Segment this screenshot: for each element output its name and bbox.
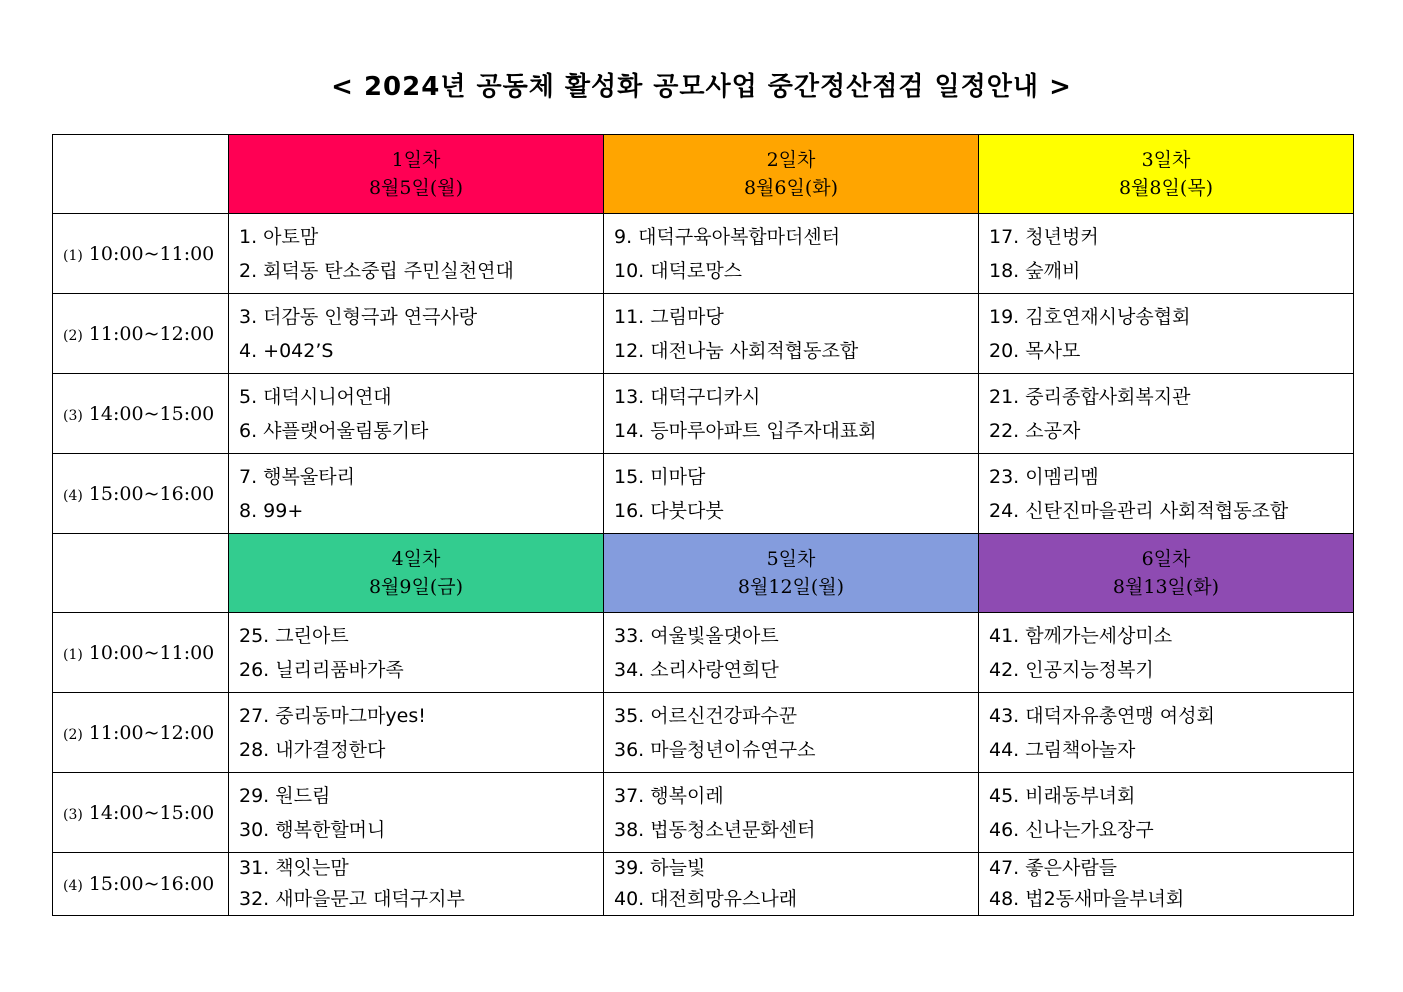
- organization-entry: 36. 마을청년이슈연구소: [614, 738, 816, 761]
- time-slot-time: 10:00~11:00: [88, 641, 215, 664]
- day-header: [229, 135, 604, 214]
- organization-entry: 42. 인공지능정복기: [989, 658, 1154, 681]
- header-blank-cell: [53, 135, 229, 214]
- schedule-cell: [229, 853, 604, 916]
- schedule-cell: [604, 294, 979, 374]
- time-slot-cell: [53, 853, 229, 916]
- organization-entry: 32. 새마을문고 대덕구지부: [239, 888, 465, 910]
- organization-entry: 41. 함께가는세상미소: [989, 624, 1173, 647]
- time-slot-cell: [53, 693, 229, 773]
- organization-entry: 40. 대전희망유스나래: [614, 888, 798, 910]
- organization-entry: 39. 하늘빛: [614, 857, 706, 879]
- organization-entry: 9. 대덕구육아복합마더센터: [614, 225, 841, 248]
- time-slot-cell: [53, 454, 229, 534]
- time-slot-number: (3): [63, 407, 83, 424]
- schedule-cell: [979, 374, 1354, 454]
- organization-entry: 38. 법동청소년문화센터: [614, 818, 816, 841]
- time-slot-row: [53, 454, 1354, 534]
- schedule-cell: [604, 214, 979, 294]
- day-header: [229, 534, 604, 613]
- day-header: [604, 534, 979, 613]
- organization-entry: 27. 중리동마그마yes!: [239, 704, 426, 727]
- time-slot-time: 14:00~15:00: [88, 801, 215, 824]
- schedule-cell: [604, 693, 979, 773]
- schedule-cell: [229, 374, 604, 454]
- organization-entry: 26. 닐리리품바가족: [239, 658, 404, 681]
- organization-entry: 33. 여울빛올댓아트: [614, 624, 779, 647]
- organization-entry: 46. 신나는가요장구: [989, 818, 1154, 841]
- day-label: 6일차: [1141, 548, 1191, 570]
- schedule-cell: [979, 214, 1354, 294]
- time-slot-number: (4): [63, 878, 83, 894]
- schedule-cell: [229, 294, 604, 374]
- time-slot-number: (4): [63, 487, 83, 504]
- time-slot-time: 11:00~12:00: [88, 322, 215, 345]
- day-label: 5일차: [766, 548, 816, 570]
- organization-entry: 11. 그림마당: [614, 305, 724, 328]
- organization-entry: 19. 김호연재시낭송협회: [989, 305, 1191, 328]
- schedule-cell: [604, 374, 979, 454]
- time-slot-cell: [53, 773, 229, 853]
- schedule-cell: [979, 454, 1354, 534]
- day-label: 3일차: [1141, 149, 1191, 171]
- organization-entry: 29. 원드림: [239, 784, 331, 807]
- day-date: 8월5일(월): [368, 177, 464, 199]
- schedule-cell: [979, 693, 1354, 773]
- time-slot-row: [53, 374, 1354, 454]
- day-date: 8월13일(화): [1112, 576, 1220, 598]
- organization-entry: 25. 그린아트: [239, 624, 349, 647]
- organization-entry: 3. 더감동 인형극과 연극사랑: [239, 305, 478, 328]
- time-slot-number: (2): [63, 726, 83, 743]
- day-label: 1일차: [391, 149, 441, 171]
- organization-entry: 23. 이멤리멤: [989, 465, 1099, 488]
- organization-entry: 21. 중리종합사회복지관: [989, 385, 1191, 408]
- day-date: 8월9일(금): [368, 576, 464, 598]
- day-header: [979, 534, 1354, 613]
- organization-entry: 28. 내가결정한다: [239, 738, 386, 761]
- day-label: 2일차: [766, 149, 816, 171]
- organization-entry: 34. 소리사랑연희단: [614, 658, 779, 681]
- organization-entry: 35. 어르신건강파수꾼: [614, 704, 798, 727]
- schedule-table: [52, 134, 1354, 916]
- time-slot-time: 15:00~16:00: [88, 482, 215, 505]
- day-header-row: [53, 135, 1354, 214]
- organization-entry: 1. 아토맘: [239, 225, 319, 248]
- time-slot-row: [53, 294, 1354, 374]
- organization-entry: 37. 행복이레: [614, 784, 724, 807]
- schedule-cell: [604, 773, 979, 853]
- organization-entry: 8. 99+: [239, 499, 304, 522]
- schedule-cell: [979, 294, 1354, 374]
- schedule-cell: [604, 454, 979, 534]
- page-title: < 2024년 공동체 활성화 공모사업 중간정산점검 일정안내 >: [331, 72, 1072, 102]
- time-slot-cell: [53, 214, 229, 294]
- schedule-cell: [229, 214, 604, 294]
- organization-entry: 17. 청년벙커: [989, 225, 1099, 248]
- day-date: 8월8일(목): [1118, 177, 1214, 199]
- organization-entry: 47. 좋은사람들: [989, 857, 1118, 879]
- time-slot-row: [53, 773, 1354, 853]
- organization-entry: 45. 비래동부녀회: [989, 784, 1136, 807]
- organization-entry: 20. 목사모: [989, 339, 1081, 362]
- schedule-cell: [229, 454, 604, 534]
- organization-entry: 22. 소공자: [989, 419, 1081, 442]
- schedule-cell: [229, 613, 604, 693]
- organization-entry: 30. 행복한할머니: [239, 818, 386, 841]
- schedule-cell: [229, 773, 604, 853]
- day-header-row: [53, 534, 1354, 613]
- time-slot-row: [53, 853, 1354, 916]
- time-slot-cell: [53, 294, 229, 374]
- schedule-cell: [604, 613, 979, 693]
- organization-entry: 16. 다붓다붓: [614, 499, 724, 522]
- organization-entry: 2. 회덕동 탄소중립 주민실천연대: [239, 259, 514, 282]
- schedule-cell: [979, 613, 1354, 693]
- time-slot-time: 10:00~11:00: [88, 242, 215, 265]
- organization-entry: 43. 대덕자유총연맹 여성회: [989, 704, 1215, 727]
- time-slot-number: (1): [63, 247, 83, 264]
- schedule-cell: [229, 693, 604, 773]
- schedule-cell: [604, 853, 979, 916]
- organization-entry: 4. +042’S: [239, 339, 334, 362]
- time-slot-time: 15:00~16:00: [88, 873, 215, 895]
- day-label: 4일차: [391, 548, 441, 570]
- schedule-body: [53, 135, 1354, 916]
- organization-entry: 44. 그림책아놀자: [989, 738, 1136, 761]
- time-slot-row: [53, 214, 1354, 294]
- day-date: 8월6일(화): [743, 177, 839, 199]
- organization-entry: 6. 샤플랫어울림통기타: [239, 419, 429, 442]
- time-slot-number: (3): [63, 806, 83, 823]
- time-slot-time: 14:00~15:00: [88, 402, 215, 425]
- time-slot-row: [53, 613, 1354, 693]
- organization-entry: 31. 책잇는맘: [239, 857, 349, 879]
- organization-entry: 5. 대덕시니어연대: [239, 385, 392, 408]
- organization-entry: 18. 숲깨비: [989, 259, 1081, 282]
- organization-entry: 14. 등마루아파트 입주자대표회: [614, 419, 877, 442]
- organization-entry: 7. 행복울타리: [239, 465, 355, 488]
- day-header: [604, 135, 979, 214]
- time-slot-number: (1): [63, 646, 83, 663]
- organization-entry: 13. 대덕구디카시: [614, 385, 761, 408]
- schedule-cell: [979, 773, 1354, 853]
- time-slot-cell: [53, 374, 229, 454]
- organization-entry: 15. 미마담: [614, 465, 706, 488]
- day-header: [979, 135, 1354, 214]
- organization-entry: 48. 법2동새마을부녀회: [989, 888, 1185, 910]
- organization-entry: 12. 대전나눔 사회적협동조합: [614, 339, 859, 362]
- day-date: 8월12일(월): [737, 576, 845, 598]
- time-slot-row: [53, 693, 1354, 773]
- organization-entry: 24. 신탄진마을관리 사회적협동조합: [989, 499, 1289, 522]
- schedule-cell: [979, 853, 1354, 916]
- time-slot-cell: [53, 613, 229, 693]
- time-slot-number: (2): [63, 327, 83, 344]
- header-blank-cell: [53, 534, 229, 613]
- organization-entry: 10. 대덕로망스: [614, 259, 743, 282]
- time-slot-time: 11:00~12:00: [88, 721, 215, 744]
